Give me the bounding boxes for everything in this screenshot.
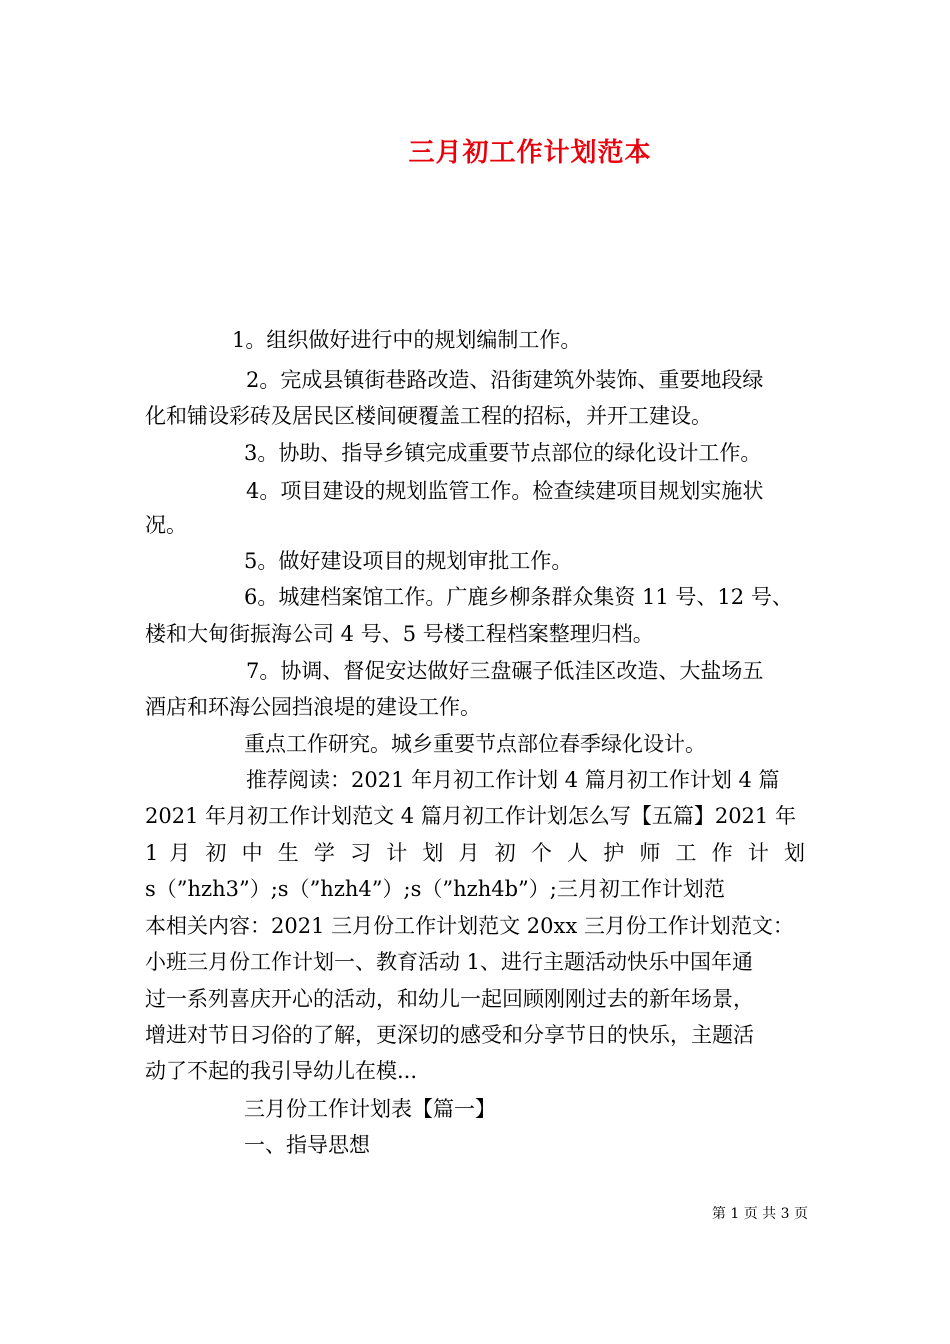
body-line-8: 6。城建档案馆工作。广鹿乡柳条群众集资 11 号、12 号、 bbox=[244, 585, 793, 609]
body-line-13: 推荐阅读：2021 年月初工作计划 4 篇月初工作计划 4 篇 bbox=[246, 768, 780, 792]
body-line-14: 2021 年月初工作计划范文 4 篇月初工作计划怎么写【五篇】2021 年 bbox=[145, 804, 796, 828]
body-line-10: 7。协调、督促安达做好三盘碾子低洼区改造、大盐场五 bbox=[246, 659, 764, 683]
body-line-23: 一、指导思想 bbox=[244, 1133, 370, 1157]
body-line-16: s（”hzh3”）;s（”hzh4”）;s（”hzh4b”）;三月初工作计划范 bbox=[145, 877, 725, 901]
body-line-21: 动了不起的我引导幼儿在模... bbox=[145, 1059, 418, 1083]
body-line-3: 化和铺设彩砖及居民区楼间硬覆盖工程的招标，并开工建设。 bbox=[145, 404, 712, 428]
body-line-18: 小班三月份工作计划一、教育活动 1、进行主题活动快乐中国年通 bbox=[145, 950, 754, 974]
document-title: 三月初工作计划范本 bbox=[408, 138, 652, 168]
body-line-11: 酒店和环海公园挡浪堤的建设工作。 bbox=[145, 695, 481, 719]
body-line-15: 1 月 初 中 生 学 习 计 划 月 初 个 人 护 师 工 作 计 划 bbox=[145, 841, 805, 865]
body-line-4: 3。协助、指导乡镇完成重要节点部位的绿化设计工作。 bbox=[244, 441, 762, 465]
body-line-1: 1。组织做好进行中的规划编制工作。 bbox=[232, 328, 582, 352]
page-footer: 第 1 页 共 3 页 bbox=[711, 1206, 808, 1222]
body-line-7: 5。做好建设项目的规划审批工作。 bbox=[244, 549, 573, 573]
body-line-6: 况。 bbox=[145, 513, 187, 537]
body-line-19: 过一系列喜庆开心的活动，和幼儿一起回顾刚刚过去的新年场景， bbox=[145, 987, 754, 1011]
body-line-12: 重点工作研究。城乡重要节点部位春季绿化设计。 bbox=[244, 732, 706, 756]
body-line-20: 增进对节日习俗的了解，更深切的感受和分享节日的快乐，主题活 bbox=[145, 1023, 754, 1047]
body-line-5: 4。项目建设的规划监管工作。检查续建项目规划实施状 bbox=[246, 479, 764, 503]
body-line-22: 三月份工作计划表【篇一】 bbox=[244, 1097, 496, 1121]
body-line-17: 本相关内容：2021 三月份工作计划范文 20xx 三月份工作计划范文： bbox=[145, 914, 794, 938]
body-line-9: 楼和大甸街振海公司 4 号、5 号楼工程档案整理归档。 bbox=[145, 622, 654, 646]
body-line-2: 2。完成县镇街巷路改造、沿街建筑外装饰、重要地段绿 bbox=[246, 368, 764, 392]
